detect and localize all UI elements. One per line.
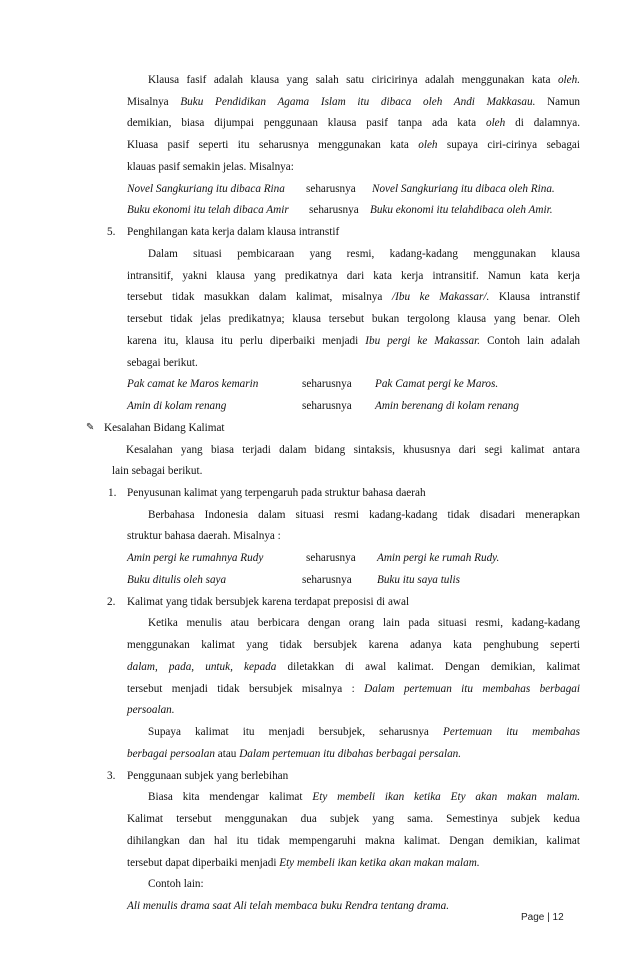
section-title: Kesalahan Bidang Kalimat <box>104 421 225 434</box>
p2-line-6: sebagai berikut. <box>127 356 198 369</box>
p5-line-5: persoalan. <box>127 704 175 717</box>
example-ali: Ali menulis drama saat Ali telah membaca buku Rendra tentang drama. <box>127 900 450 912</box>
example-camat-mid: seharusnya <box>302 378 352 391</box>
item5-title: Penghilangan kata kerja dalam klausa intranstif <box>127 226 340 239</box>
p4-line-1: Berbahasa Indonesia dalam situasi resmi kadang-kadang tidak disadari menerapkan <box>148 508 580 521</box>
example-rudy-mid: seharusnya <box>306 552 356 565</box>
p1-line-3: demikian, biasa dijumpai penggunaan klausa pasif tanpa ada kata oleh di dalamnya. <box>127 117 581 130</box>
contoh-label: Contoh lain: <box>148 878 204 891</box>
p1-line-5: klauas pasif semakin jelas. Misalnya: <box>127 160 294 173</box>
p2-line-1: Dalam situasi pembicaraan yang resmi, kadang-kadang menggunakan klausa <box>148 247 580 260</box>
example-buku-right: Buku ekonomi itu telahdibaca oleh Amir. <box>370 204 553 217</box>
item5-number: 5. <box>107 226 116 239</box>
item3-number: 3. <box>107 769 116 782</box>
p5-line-3: dalam, pada, untuk, kepada diletakkan di awal kalimat. Dengan demikian, kalimat <box>127 660 580 673</box>
p2-line-2: intransitif, yakni klausa yang predikatnya dari kata kerja intransitif. Namun kata kerja <box>127 269 580 282</box>
example-buku-wrong: Buku ekonomi itu telah dibaca Amir <box>127 204 289 217</box>
example-camat-wrong: Pak camat ke Maros kemarin <box>127 378 259 391</box>
item2-number: 2. <box>107 595 116 608</box>
p7-line-1: Biasa kita mendengar kalimat Ety membeli ikan ketika Ety akan makan malam. <box>148 791 580 804</box>
example-ditulis-mid: seharusnya <box>302 573 352 586</box>
p5-line-4: tersebut menjadi tidak bersubjek misalnya : Dalam pertemuan itu membahas berbagai <box>127 682 580 695</box>
item2-title: Kalimat yang tidak bersubjek karena terdapat preposisi di awal <box>127 595 410 608</box>
p1-line-2: Misalnya Buku Pendidikan Agama Islam itu dibaca oleh Andi Makkasau. Namun <box>127 95 581 108</box>
example-rudy-right: Amin pergi ke rumah Rudy. <box>377 552 500 565</box>
p2-line-3: tersebut tidak masukkan dalam kalimat, misalnya /Ibu ke Makassar/. Klausa intranstif <box>127 291 580 304</box>
example-rudy-wrong: Amin pergi ke rumahnya Rudy <box>127 552 264 565</box>
item3-title: Penggunaan subjek yang berlebihan <box>127 769 289 782</box>
p6-line-1: Supaya kalimat itu menjadi bersubjek, seharusnya Pertemuan itu membahas <box>148 726 580 739</box>
p1-line-1: Klausa fasif adalah klausa yang salah satu ciricirinya adalah menggunakan kata oleh. <box>148 74 580 86</box>
p7-line-3: dihilangkan dan hal itu tidak mempengaruhi makna kalimat. Dengan demikian, kalimat <box>127 834 580 847</box>
p3-line-2: lain sebagai berikut. <box>112 465 203 478</box>
example-amin-right: Amin berenang di kolam renang <box>375 400 519 413</box>
item1-title: Penyusunan kalimat yang terpengaruh pada struktur bahasa daerah <box>127 487 426 499</box>
p7-line-4: tersebut dapat diperbaiki menjadi Ety membeli ikan ketika akan makan malam. <box>127 856 480 869</box>
example-buku-mid: seharusnya <box>309 204 359 217</box>
p1-line-4: Kluasa pasif seperti itu seharusnya menggunakan kata oleh supaya ciri-cirinya sebagai <box>127 139 581 152</box>
p2-line-5: karena itu, klausa itu perlu diperbaiki menjadi Ibu pergi ke Makassar. Contoh lain adalah <box>127 334 580 347</box>
example-amin-wrong: Amin di kolam renang <box>127 400 227 413</box>
item1-number: 1. <box>108 487 117 499</box>
p6-line-2: berbagai persoalan atau Dalam pertemuan itu dibahas berbagai persalan. <box>127 747 462 760</box>
p2-line-4: tersebut tidak jelas predikatnya; klausa tersebut bukan tergolong klausa yang benar. Oleh <box>127 313 580 326</box>
example-ditulis-wrong: Buku ditulis oleh saya <box>127 573 227 586</box>
p5-line-1: Ketika menulis atau berbicara dengan orang lain pada situasi resmi, kadang-kadang <box>148 617 580 630</box>
p5-line-2: menggunakan kalimat yang tidak bersubjek karena adanya kata penghubung seperti <box>127 639 580 652</box>
p4-line-2: struktur bahasa daerah. Misalnya : <box>127 530 281 543</box>
pencil-icon: ✎ <box>86 421 95 433</box>
example-camat-right: Pak Camat pergi ke Maros. <box>375 378 499 391</box>
example-novel-wrong: Novel Sangkuriang itu dibaca Rina <box>127 182 285 195</box>
example-novel-right: Novel Sangkuriang itu dibaca oleh Rina. <box>372 182 555 195</box>
p7-line-2: Kalimat tersebut menggunakan dua subjek yang sama. Semestinya subjek kedua <box>127 813 580 826</box>
example-amin-mid: seharusnya <box>302 400 352 413</box>
example-novel-mid: seharusnya <box>306 182 356 195</box>
page-footer: Page | 12 <box>521 912 564 923</box>
example-ditulis-right: Buku itu saya tulis <box>377 573 460 586</box>
p3-line-1: Kesalahan yang biasa terjadi dalam bidang sintaksis, khususnya dari segi kalimat antara <box>126 443 580 456</box>
